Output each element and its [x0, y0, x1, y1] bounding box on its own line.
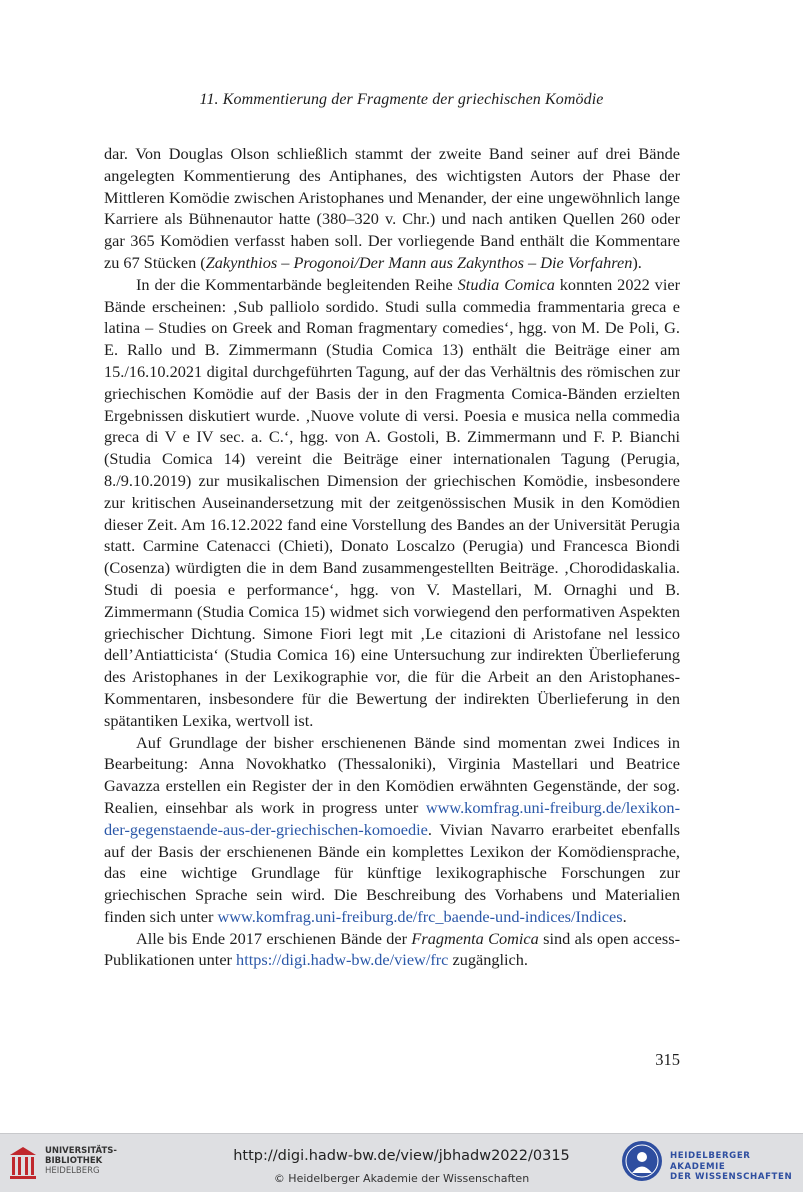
hadw-logo-line1: HEIDELBERGER AKADEMIE	[670, 1151, 751, 1172]
ub-logo-line1: UNIVERSITÄTS-	[45, 1146, 117, 1156]
page-number: 315	[655, 1050, 680, 1069]
text-run: ).	[632, 252, 642, 272]
hyperlink[interactable]: www.komfrag.uni-freiburg.de/lexikon-der-gegenstaende-aus-der-griechischen-komoedie	[104, 797, 680, 839]
hyperlink[interactable]: www.komfrag.uni-freiburg.de/frc_baende-und-indices/Indices	[217, 906, 623, 926]
copyright-notice: © Heidelberger Akademie der Wissenschaften	[273, 1172, 530, 1185]
viewer-footer	[0, 1133, 803, 1192]
paragraph	[104, 143, 680, 274]
text-run: .	[622, 906, 627, 926]
text-run: sind als open access-Publikationen unter	[104, 928, 680, 970]
text-run: Alle bis Ende 2017 erschienen Bände der	[136, 928, 412, 948]
text-run: In der die Kommentarbände begleitenden Reihe	[136, 274, 458, 294]
hadw-logo-line2: DER WISSENSCHAFTEN	[670, 1172, 793, 1182]
hadw-logo[interactable]	[621, 1140, 801, 1186]
running-head: 11. Kommentierung der Fragmente der griechischen Komödie	[199, 91, 604, 108]
paragraph	[104, 928, 680, 972]
permalink-url[interactable]: http://digi.hadw-bw.de/view/jbhadw2022/0315	[233, 1148, 570, 1164]
hadw-logo-text	[670, 1151, 801, 1183]
text-run: zugänglich.	[448, 950, 528, 970]
ub-logo-line3: HEIDELBERG	[45, 1166, 100, 1176]
italic-text: Fragmenta Comica	[411, 928, 539, 948]
text-run: Auf Grundlage der bisher erschienenen Bände sind momentan zwei Indices in Bearbeitung: Anna Novokhatko (Thessaloniki), Virginia Mastellari und Beatrice Gavazza erstellen ein Register der in den Komödien erwähnten Gegenstände, der sog. Realien, einsehbar als work in progress unter	[104, 732, 680, 817]
paragraph	[104, 274, 680, 732]
italic-text: Zakynthios – Progonoi/Der Mann aus Zakynthos – Die Vorfahren	[205, 252, 633, 272]
academy-seal-icon	[621, 1140, 663, 1182]
italic-text: Studia Comica	[457, 274, 555, 294]
body-text	[104, 143, 680, 971]
text-run: . Vivian Navarro erarbeitet ebenfalls auf der Basis der erschienenen Bände ein komplettes Lexikon der Komödiensprache, das eine wichtige Grundlage für künftige lexikographische Forschungen zur griechischen Sprache sein wird. Die Beschreibung des Vorhabens und Materialien finden sich unter	[104, 819, 680, 926]
text-run: konnten 2022 vier Bände erscheinen: ‚Sub palliolo sordido. Studi sulla commedia frammentaria greca e latina – Studies on Greek and Roman fragmentary comedies‘, hgg. von M. De Poli, G. E. Rallo und B. Zimmermann (Studia Comica 13) enthält die Beiträge einer am 15./16.10.2021 digital durchgeführten Tagung, auf der das Verhältnis des römischen zur griechischen Komödie auf der Basis der in den Fragmenta Comica-Bänden erzielten Ergebnissen diskutiert wurde. ‚Nuove volute di versi. Poesia e musica nella commedia greca di V e IV sec. a. C.‘, hgg. von A. Gostoli, B. Zimmermann und F. P. Bianchi (Studia Comica 14) vereint die Beiträge einer internationalen Tagung (Perugia, 8./9.10.2019) zur musikalischen Dimension der griechischen Komödie, insbesondere zur kritischen Auseinandersetzung mit der zeitgenössischen Musik in den Komödien dieser Zeit. Am 16.12.2022 fand eine Vorstellung des Bandes an der Universität Perugia statt. Carmine Catenacci (Chieti), Donato Loscalzo (Perugia) und Francesca Biondi (Cosenza) würdigten die in dem Band zusammengestellten Beiträge. ‚Chorodidaskalia. Studi di poesia e performance‘, hgg. von V. Mastellari, M. Ornaghi und B. Zimmermann (Studia Comica 15) widmet sich vorwiegend den performativen Aspekten griechischer Dichtung. Simone Fiori legt mit ‚Le citazioni di Aristofane nel lessico dell’Antiatticista‘ (Studia Comica 16) eine Untersuchung zur indirekten Überlieferung des Aristophanes in der Lexikographie vor, die für die Arbeit an den Aristophanes-Kommentaren, insbesondere für die Bewertung der indirekten Überlieferung in den spätantiken Lexika, wertvoll ist.	[104, 274, 680, 730]
ub-logo-line2: BIBLIOTHEK	[45, 1156, 103, 1166]
hyperlink[interactable]: https://digi.hadw-bw.de/view/frc	[236, 950, 449, 970]
text-run: dar. Von Douglas Olson schließlich stammt der zweite Band seiner auf drei Bände angelegten Kommentierung des Antiphanes, des wichtigsten Autors der Phase der Mittleren Komödie zwischen Aristophanes und Menander, der eine ungewöhnlich lange Karriere als Bühnenautor hatte (380–320 v. Chr.) und nach antiken Quellen 260 oder gar 365 Komödien verfasst haben soll. Der vorliegende Band enthält die Kommentare zu 67 Stücken (	[104, 144, 680, 272]
paragraph	[104, 732, 680, 928]
